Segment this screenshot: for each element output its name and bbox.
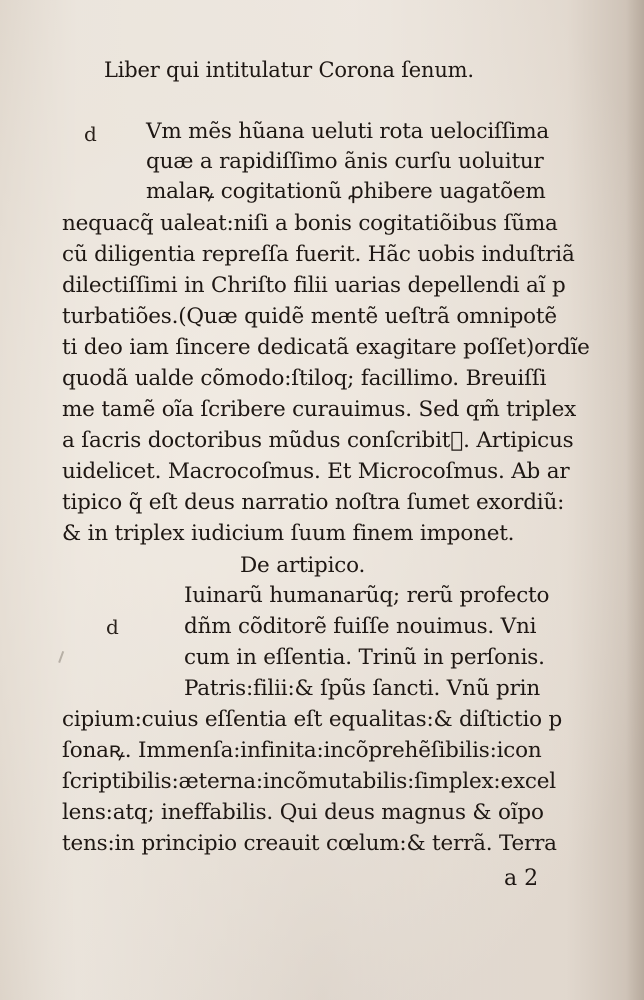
- text-line-1-13: tipico q̃ eſt deus narratio noſtra ſumet exordiũ:: [62, 490, 565, 515]
- text-line-1-3: malaꝶ cogitationũ ꝓhibere uagatõem: [146, 179, 546, 204]
- text-line-1-10: me tamẽ oĩa ſcribere curauimus. Sed qm̃ triplex: [62, 397, 577, 422]
- section-heading: De artipico.: [240, 553, 366, 578]
- text-line-1-6: dilectiſſimi in Chriſto filii uarias depellendi aĩ p: [62, 273, 566, 298]
- text-line-1-12: uidelicet. Macrocoſmus. Et Microcoſmus. Ab ar: [62, 459, 570, 484]
- text-line-1-7: turbatiões.(Quæ quidẽ mentẽ ueſtrã omnipotẽ: [62, 304, 557, 329]
- text-line-2-1: Iuinarũ humanarũq; rerũ profecto: [184, 583, 550, 608]
- text-line-2-2: dñm cõditorẽ fuiſſe nouimus. Vni: [184, 614, 537, 639]
- guide-letter-2: d: [106, 615, 119, 639]
- page-gutter-shadow: [626, 0, 644, 1000]
- text-line-1-9: quodã ualde cõmodo:ſtiloq; facillimo. Breuiſſi: [62, 366, 547, 391]
- text-line-1-11: a ſacris doctoribus mũdus conſcribit᷑. Artipicus: [62, 428, 574, 453]
- text-line-1-1: Vm mẽs hũana ueluti rota uelociſſima: [146, 119, 550, 144]
- text-line-2-6: ſonaꝶ. Immenſa:infinita:incõprehẽſibilis:icon: [62, 738, 542, 763]
- text-line-1-14: & in triplex iudicium ſuum finem imponet.: [62, 521, 515, 546]
- text-line-2-4: Patris:filii:& ſpũs ſancti. Vnũ prin: [184, 676, 540, 701]
- guide-letter-1: d: [84, 122, 97, 146]
- running-title: Liber qui intitulatur Corona ſenum.: [104, 58, 474, 82]
- text-line-1-5: cũ diligentia repreſſa fuerit. Hãc uobis induſtriã: [62, 242, 575, 267]
- text-line-2-9: tens:in principio creauit cœlum:& terrã. Terra: [62, 831, 557, 856]
- signature-mark: a 2: [504, 866, 539, 891]
- text-line-2-5: cipium:cuius eſſentia eſt equalitas:& diſtictio p: [62, 707, 563, 732]
- text-line-1-2: quæ a rapidiſſimo ãnis curſu uoluitur: [146, 149, 544, 174]
- text-line-2-7: ſcriptibilis:æterna:incõmutabilis:ſimplex:excel: [62, 769, 556, 794]
- text-line-1-8: ti deo iam ſincere dedicatã exagitare poſſet)ordĩe: [62, 335, 590, 360]
- text-line-2-8: lens:atq; ineffabilis. Qui deus magnus & oĩpo: [62, 800, 544, 825]
- text-line-1-4: nequacq̃ ualeat:niſi a bonis cogitatiõibus ſũma: [62, 211, 558, 236]
- text-line-2-3: cum in eſſentia. Trinũ in perſonis.: [184, 645, 545, 670]
- ink-speck: [58, 651, 70, 665]
